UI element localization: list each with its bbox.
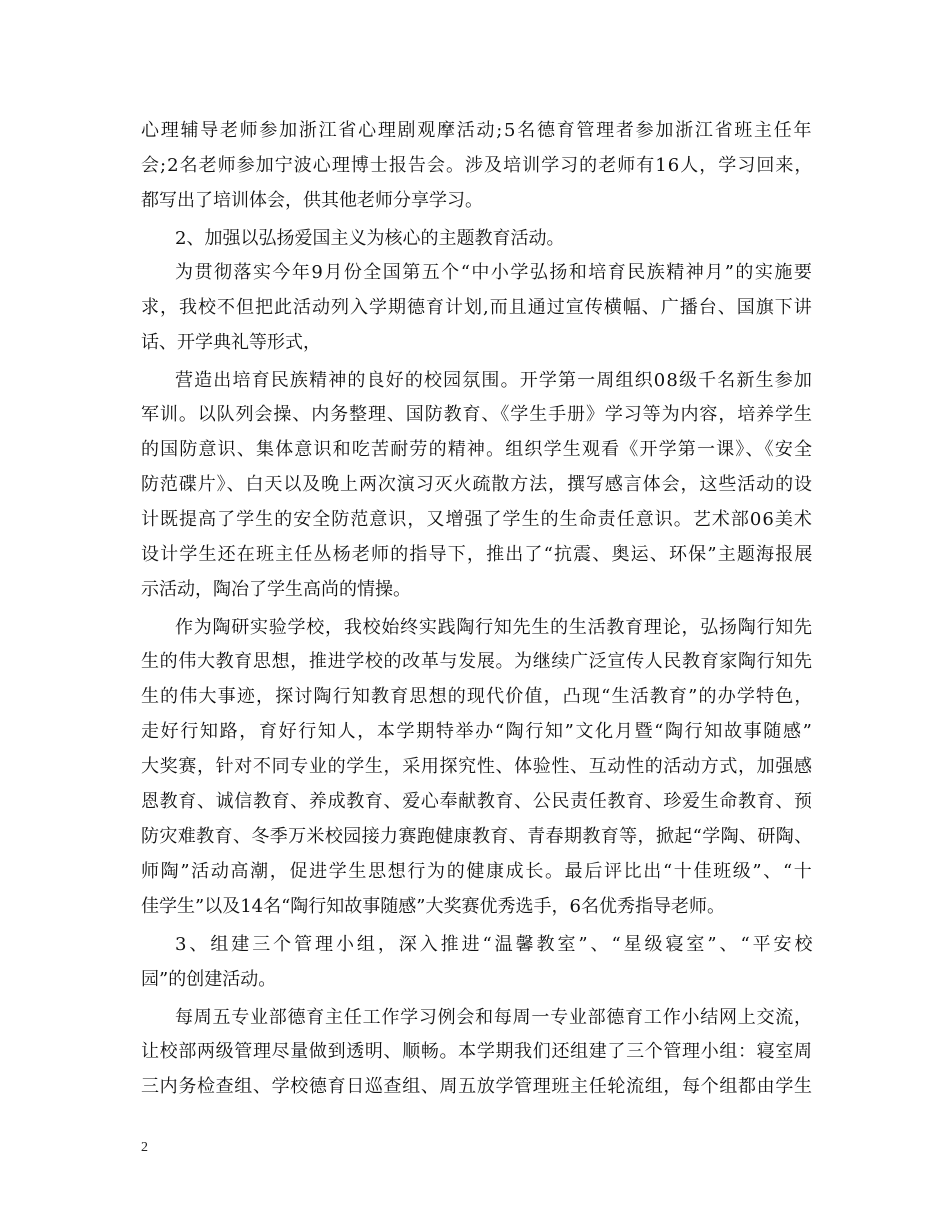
text-line: 师陶”活动高潮，促进学生思想行为的健康成长。最后评比出“十佳班级”、“十: [141, 861, 814, 882]
text-line: 都写出了培训体会，供其他老师分享学习。: [141, 190, 483, 211]
text-line: 生的伟大教育思想，推进学校的改革与发展。为继续广泛宣传人民教育家陶行知先: [141, 651, 813, 672]
page-number: 2: [141, 1140, 148, 1155]
text-line: 3、组建三个管理小组，深入推进“温馨教室”、“星级寝室”、“平安校: [175, 934, 816, 955]
text-line: 园”的创建活动。: [141, 969, 277, 990]
text-line: 会;2名老师参加宁波心理博士报告会。涉及培训学习的老师有16人，学习回来，: [141, 155, 814, 176]
text-line: 佳学生”以及14名“陶行知故事随感”大奖赛优秀选手，6名优秀指导老师。: [141, 896, 725, 917]
text-line: 为贯彻落实今年9月份全国第五个“中小学弘扬和培育民族精神月”的实施要: [175, 262, 814, 283]
text-line: 恩教育、诚信教育、养成教育、爱心奉献教育、公民责任教育、珍爱生命教育、预: [141, 791, 813, 812]
text-line: 作为陶研实验学校，我校始终实践陶行知先生的生活教育理论，弘扬陶行知先: [175, 617, 813, 638]
text-line: 大奖赛，针对不同专业的学生，采用探究性、体验性、互动性的活动方式，加强感: [141, 756, 813, 777]
text-line: 营造出培育民族精神的良好的校园氛围。开学第一周组织08级千名新生参加: [175, 370, 814, 391]
text-line: 走好行知路，育好行知人，本学期特举办“陶行知”文化月暨“陶行知故事随感”: [141, 721, 814, 742]
text-line: 让校部两级管理尽量做到透明、顺畅。本学期我们还组建了三个管理小组：寝室周: [141, 1041, 813, 1062]
text-line: 的国防意识、集体意识和吃苦耐劳的精神。组织学生观看《开学第一课》、《安全: [141, 439, 814, 460]
text-line: 设计学生还在班主任丛杨老师的指导下，推出了“抗震、奥运、环保”主题海报展: [141, 544, 814, 565]
text-line: 三内务检查组、学校德育日巡查组、周五放学管理班主任轮流组，每个组都由学生: [141, 1076, 813, 1097]
text-line: 示活动，陶冶了学生高尚的情操。: [141, 579, 411, 600]
text-line: 每周五专业部德育主任工作学习例会和每周一专业部德育工作小结网上交流，: [175, 1007, 813, 1028]
text-line: 心理辅导老师参加浙江省心理剧观摩活动;5名德育管理者参加浙江省班主任年: [141, 120, 814, 141]
text-line: 2、加强以弘扬爱国主义为核心的主题教育活动。: [175, 228, 565, 249]
text-line: 计既提高了学生的安全防范意识，又增强了学生的生命责任意识。艺术部06美术: [141, 509, 813, 530]
text-line: 防范碟片》、白天以及晚上两次演习灭火疏散方法，撰写感言体会，这些活动的设: [141, 474, 813, 495]
text-line: 军训。以队列会操、内务整理、国防教育、《学生手册》学习等为内容，培养学生: [141, 404, 813, 425]
text-line: 防灾难教育、冬季万米校园接力赛跑健康教育、青春期教育等，掀起“学陶、研陶、: [141, 826, 813, 847]
text-line: 求，我校不但把此活动列入学期德育计划,而且通过宣传横幅、广播台、国旗下讲: [141, 297, 813, 318]
text-line: 话、开学典礼等形式，: [141, 332, 321, 353]
text-line: 生的伟大事迹，探讨陶行知教育思想的现代价值，凸现“生活教育”的办学特色，: [141, 686, 814, 707]
